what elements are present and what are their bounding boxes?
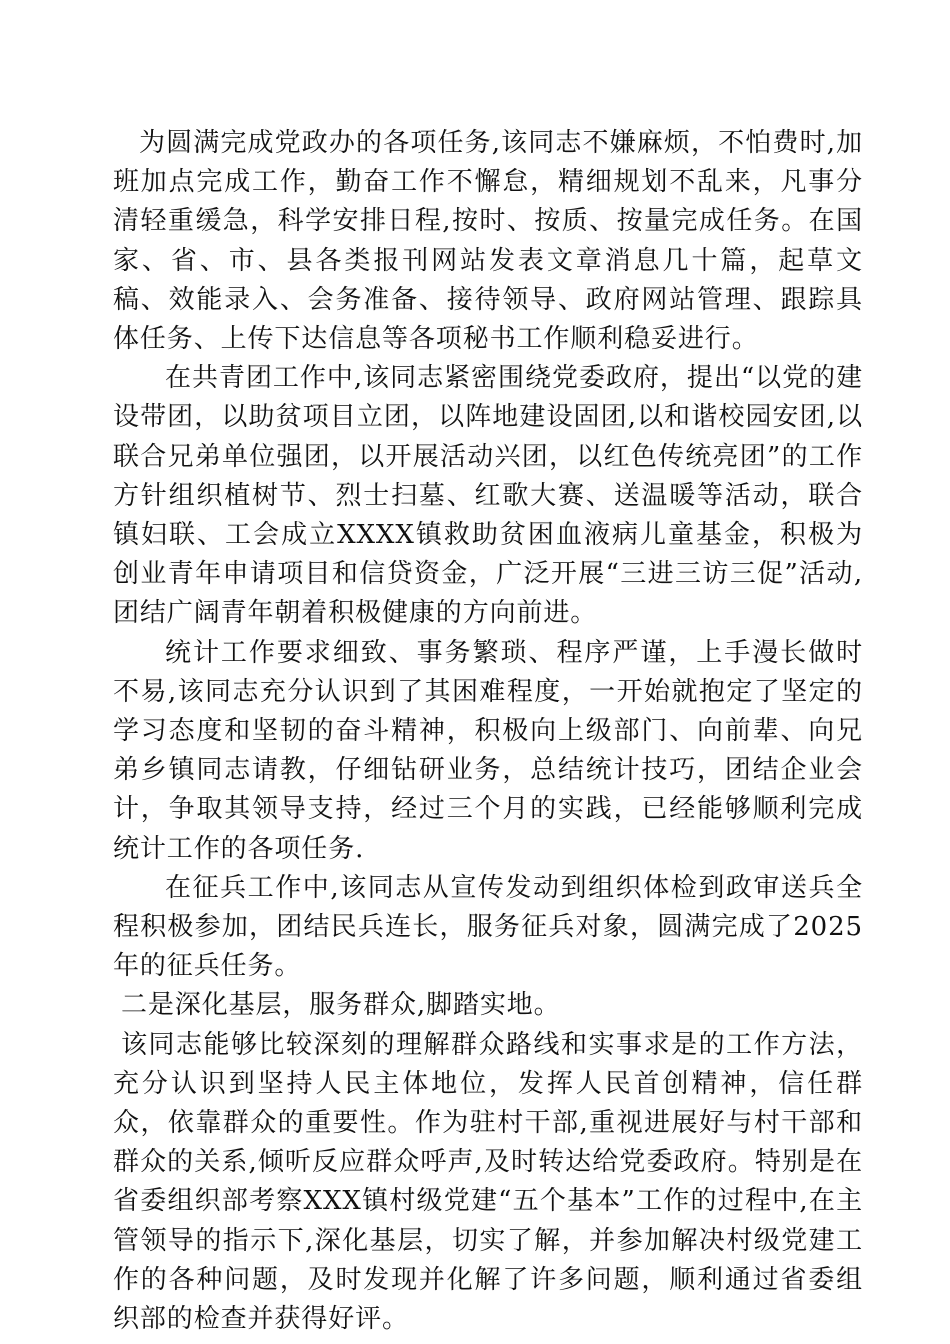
paragraph-party-office: 为圆满完成党政办的各项任务,该同志不嫌麻烦，不怕费时,加班加点完成工作，勤奋工作不懈怠，精细规划不乱来，凡事分清轻重缓急，科学安排日程,按时、按质、按量完成任务。在国家、省、市、县各类报刊网站发表文章消息几十篇，起草文稿、效能录入、会务准备、接待领导、政府网站管理、跟踪具体任务、上传下达信息等各项秘书工作顺利稳妥进行。 <box>113 128 863 355</box>
paragraph-conscription: 在征兵工作中,该同志从宣传发动到组织体检到政审送兵全程积极参加，团结民兵连长，服务征兵对象，圆满完成了2025年的征兵任务。 <box>113 872 863 982</box>
document-body <box>113 124 863 1339</box>
paragraph-youth-league: 在共青团工作中,该同志紧密围绕党委政府，提出“以党的建设带团，以助贫项目立团，以阵地建设固团,以和谐校园安团,以联合兄弟单位强团，以开展活动兴团，以红色传统亮团”的工作方针组织植树节、烈士扫墓、红歌大赛、送温暖等活动，联合镇妇联、工会成立XXXX镇救助贫困血液病儿童基金，积极为创业青年申请项目和信贷资金，广泛开展“三进三访三促”活动,团结广阔青年朝着积极健康的方向前进。 <box>113 363 863 629</box>
paragraph-statistics: 统计工作要求细致、事务繁琐、程序严谨，上手漫长做时不易,该同志充分认识到了其困难程度，一开始就抱定了坚定的学习态度和坚韧的奋斗精神，积极向上级部门、向前辈、向兄弟乡镇同志请教，仔细钻研业务，总结统计技巧，团结企业会计，争取其领导支持，经过三个月的实践，已经能够顺利完成统计工作的各项任务. <box>113 637 863 864</box>
paragraph-mass-line: 该同志能够比较深刻的理解群众路线和实事求是的工作方法，充分认识到坚持人民主体地位，发挥人民首创精神，信任群众，依靠群众的重要性。作为驻村干部,重视进展好与村干部和群众的关系,倾听反应群众呼声,及时转达给党委政府。特别是在省委组织部考察XXX镇村级党建“五个基本”工作的过程中,在主管领导的指示下,深化基层，切实了解，并参加解决村级党建工作的各种问题，及时发现并化解了许多问题，顺利通过省委组织部的检查并获得好评。 <box>113 1029 863 1335</box>
section-heading-grassroots: 二是深化基层，服务群众,脚踏实地。 <box>121 990 561 1021</box>
